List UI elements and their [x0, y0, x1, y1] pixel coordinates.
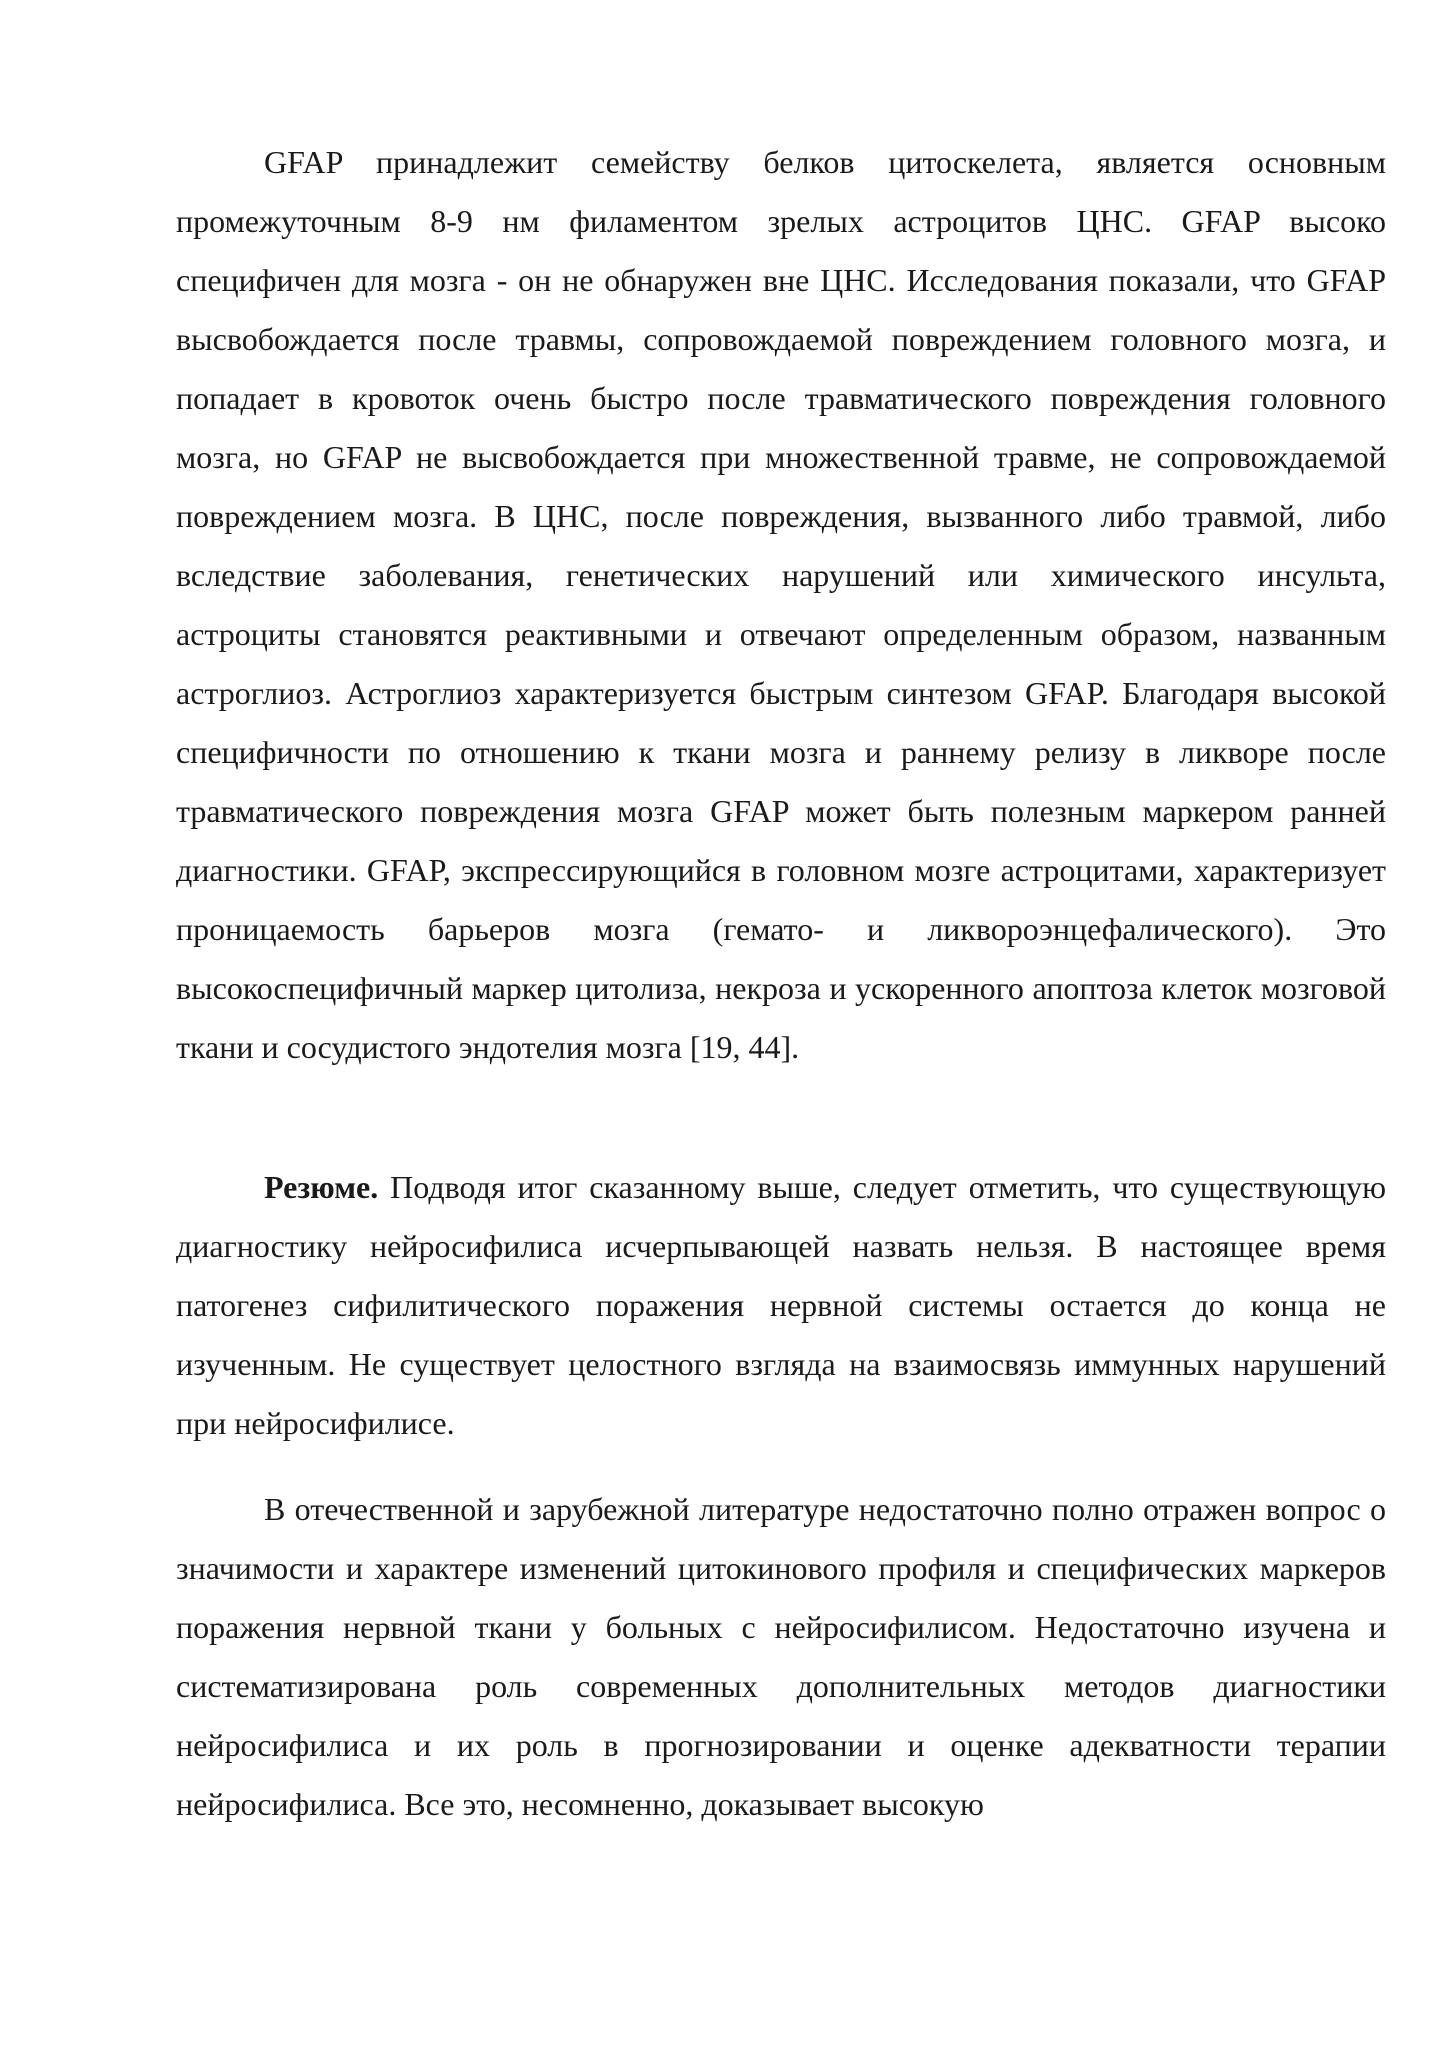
summary-heading: Резюме.: [264, 1169, 379, 1205]
paragraph-gfap: [176, 133, 1386, 1077]
paragraph-text: Подводя итог сказанному выше, следует отметить, что существующую диагностику нейросифилиса исчерпывающей назвать нельзя. В настоящее время патогенез сифилитического поражения нервной системы остается до конца не изученным. Не существует целостного взгляда на взаимосвязь иммунных нарушений при нейросифилисе.: [176, 1169, 1386, 1441]
paragraph-text: В отечественной и зарубежной литературе недостаточно полно отражен вопрос о значимости и характере изменений цитокинового профиля и специфических маркеров поражения нервной ткани у больных с нейросифилисом. Недостаточно изучена и систематизирована роль современных дополнительных методов диагностики нейросифилиса и их роль в прогнозировании и оценке адекватности терапии нейросифилиса. Все это, несомненно, доказывает высокую: [176, 1491, 1386, 1822]
paragraph-summary: [176, 1158, 1386, 1453]
paragraph-literature: [176, 1480, 1386, 1834]
paragraph-text: GFAP принадлежит семейству белков цитоскелета, является основным промежуточным 8-9 нм филаментом зрелых астроцитов ЦНС. GFAP высоко специфичен для мозга - он не обнаружен вне ЦНС. Исследования показали, что GFAP высвобождается после травмы, сопровождаемой повреждением головного мозга, и попадает в кровоток очень быстро после травматического повреждения головного мозга, но GFAP не высвобождается при множественной травме, не сопровождаемой повреждением мозга. В ЦНС, после повреждения, вызванного либо травмой, либо вследствие заболевания, генетических нарушений или химического инсульта, астроциты становятся реактивными и отвечают определенным образом, названным астроглиоз. Астроглиоз характеризуется быстрым синтезом GFAP. Благодаря высокой специфичности по отношению к ткани мозга и раннему релизу в ликворе после травматического повреждения мозга GFAP может быть полезным маркером ранней диагностики. GFAP, экспрессирующийся в головном мозге астроцитами, характеризует проницаемость барьеров мозга (гемато- и ликвороэнцефалического). Это высокоспецифичный маркер цитолиза, некроза и ускоренного апоптоза клеток мозговой ткани и сосудистого эндотелия мозга [19, 44].: [176, 144, 1386, 1065]
